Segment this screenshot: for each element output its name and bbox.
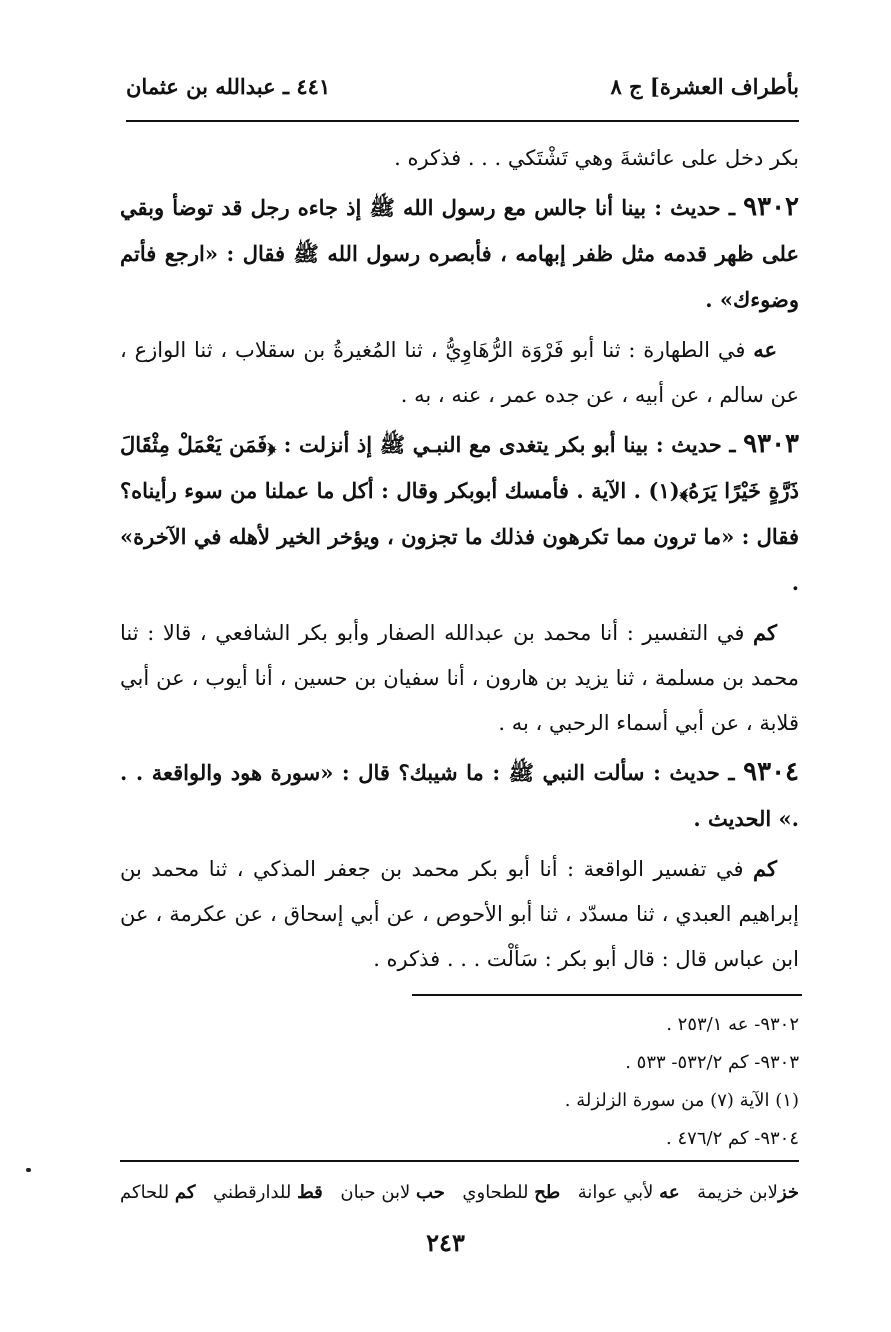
entry-dash: ـ — [719, 760, 744, 785]
footnote-divider — [412, 994, 802, 996]
isnad-text: في التفسير : أنا محمد بن عبدالله الصفار وأبو بكر الشافعي ، قالا : ثنا محمد بن مسلمة ، ثنا يزيد بن هارون ، أنا سفيان بن حسين ، أنا أيوب ، عن أبي قلابة ، عن أبي أسماء الرحبي ، به . — [120, 621, 799, 735]
page-number: ٢٤٣ — [426, 1228, 465, 1257]
hadith-entry-9303 — [120, 422, 799, 606]
source-code: كم — [753, 856, 777, 881]
header-book-title: بأطراف العشرة] ج ٨ — [610, 73, 799, 99]
entry-number: ٩٣٠٤ — [743, 757, 800, 787]
abbreviation-name: لابن خزيمة — [697, 1181, 778, 1203]
isnad-paragraph — [120, 327, 799, 418]
footnote-line: ٩٣٠٣- كم ٥٣٢/٢- ٥٣٣ . — [625, 1052, 799, 1073]
footnote-line: ٩٣٠٢- عه ٢٥٣/١ . — [666, 1014, 799, 1035]
isnad-paragraph — [120, 610, 799, 746]
hadith-entry-9304 — [120, 750, 799, 842]
header-divider — [126, 120, 799, 122]
abbreviation-item — [213, 1182, 323, 1203]
abbreviation-code: حب — [416, 1181, 445, 1203]
source-code: عه — [753, 337, 777, 362]
abbreviation-item — [697, 1182, 799, 1203]
hadith-text: حديث : بينا أبو بكر يتغدى مع النبـي ﷺ إذ أنزلت : ﴿فَمَن يَعْمَلْ مِثْقَالَ ذَرَّةٍ خَيْرًا يَرَهُ﴾(١) . الآية . فأمسك أبوبكر وقال : أكل ما عملنا من سوء رأيناه؟ فقال : «ما ترون مما تكرهون فذلك ما تجزون ، ويؤخر الخير لأهله في الآخرة» . — [120, 432, 799, 595]
isnad-paragraph — [120, 846, 799, 982]
abbreviation-code: خز — [777, 1181, 799, 1203]
abbreviation-name: لابن حبان — [340, 1181, 411, 1203]
hadith-text: حديث : بينا أنا جالس مع رسول الله ﷺ إذ جاءه رجل قد توضأ وبقي على ظهر قدمه مثل ظفر إبهامه ، فأبصره رسول الله ﷺ فقال : «ارجع فأتم وضوءك» . — [120, 195, 799, 312]
abbreviation-name: للحاكم — [120, 1181, 170, 1203]
abbreviation-divider — [120, 1160, 799, 1162]
abbreviation-item — [340, 1182, 445, 1203]
footnotes — [379, 1006, 799, 1158]
entry-dash: ـ — [720, 195, 744, 220]
abbreviation-name: للطحاوي — [462, 1181, 529, 1203]
abbreviation-item — [120, 1182, 195, 1203]
running-header — [126, 66, 799, 106]
paragraph-text: بكر دخل على عائشةَ وهي تَشْتَكي . . . فذكره . — [394, 146, 799, 170]
main-text — [120, 136, 799, 982]
isnad-text: في تفسير الواقعة : أنا أبو بكر محمد بن جعفر المذكي ، ثنا محمد بن إبراهيم العبدي ، ثنا مسدّد ، ثنا أبو الأحوص ، عن أبي إسحاق ، عن عكرمة ، عن ابن عباس قال : قال أبو بكر : سَألْت . . . فذكره . — [120, 857, 799, 971]
source-code: كم — [753, 620, 777, 645]
abbreviation-name: للدارقطني — [212, 1181, 292, 1203]
abbreviation-item — [578, 1182, 680, 1203]
abbreviation-code: قط — [297, 1181, 323, 1203]
abbreviation-code: طح — [534, 1181, 561, 1203]
hadith-text: حديث : سألت النبي ﷺ : ما شيبك؟ قال : «سورة هود والواقعة . . .» الحديث . — [120, 760, 799, 831]
abbreviation-name: لأبي عوانة — [577, 1181, 654, 1203]
entry-dash: ـ — [721, 432, 744, 457]
entry-number: ٩٣٠٣ — [743, 429, 799, 459]
abbreviation-key — [120, 1172, 799, 1212]
hadith-entry-9302 — [120, 185, 799, 323]
isnad-text: في الطهارة : ثنا أبو فَرْوَة الرُّهَاوِيُّ ، ثنا المُغيرةُ بن سقلاب ، ثنا الوازع ، عن سالم ، عن أبيه ، عن جده عمر ، عنه ، به . — [120, 338, 799, 407]
footnote-line: ٩٣٠٤- كم ٤٧٦/٢ . — [666, 1128, 799, 1149]
continued-text — [120, 136, 799, 181]
abbreviation-code: عه — [659, 1181, 680, 1203]
header-chapter-title: ٤٤١ ـ عبدالله بن عثمان — [126, 73, 331, 99]
entry-number: ٩٣٠٢ — [743, 192, 799, 222]
scan-speck — [26, 1168, 31, 1172]
abbreviation-item — [462, 1182, 560, 1203]
footnote-line: (١) الآية (٧) من سورة الزلزلة . — [564, 1090, 799, 1111]
abbreviation-code: كم — [174, 1181, 196, 1203]
